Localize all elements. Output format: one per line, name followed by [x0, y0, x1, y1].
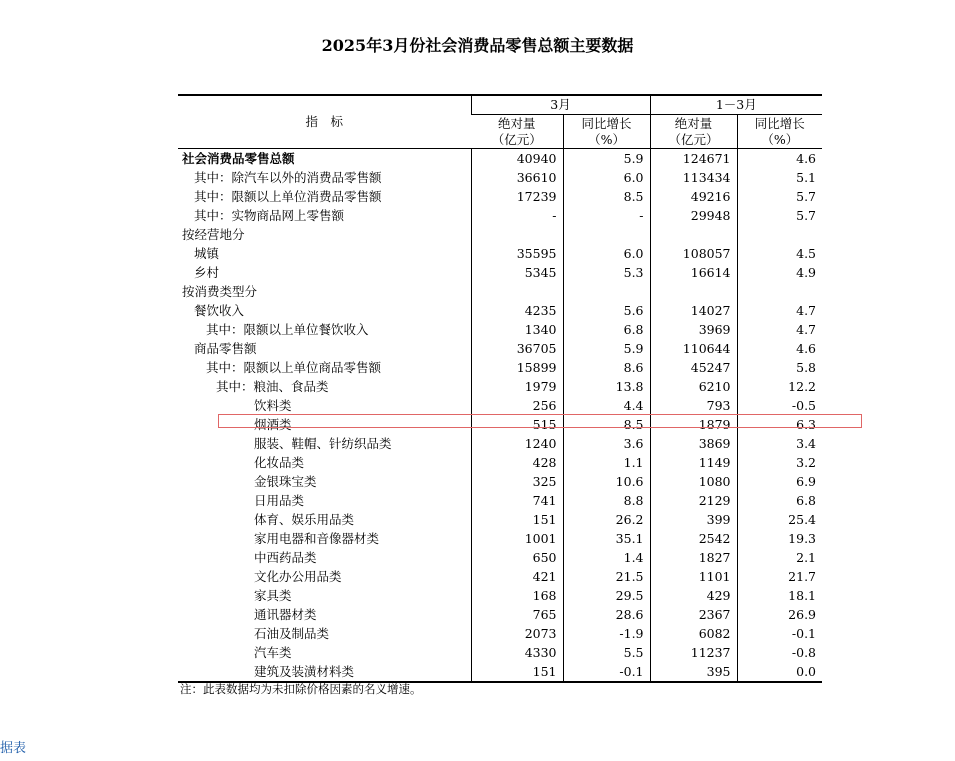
row-name: 中西药品类: [254, 550, 317, 565]
cell-q1-absolute: 14027: [650, 301, 737, 320]
cell-march-yoy: 4.4: [563, 396, 650, 415]
cell-march-absolute: 428: [471, 453, 563, 472]
cell-q1-yoy: 5.8: [737, 358, 822, 377]
cell-q1-yoy: 4.5: [737, 244, 822, 263]
cell-q1-yoy: 0.0: [737, 662, 822, 682]
header-q1-yoy: 同比增长 （%）: [737, 115, 822, 149]
cell-q1-absolute: 2542: [650, 529, 737, 548]
cell-march-absolute: [471, 225, 563, 244]
cell-q1-absolute: 1149: [650, 453, 737, 472]
cell-q1-yoy: 2.1: [737, 548, 822, 567]
table-row: [178, 187, 822, 206]
cell-march-yoy: 6.8: [563, 320, 650, 339]
cell-q1-yoy: 6.9: [737, 472, 822, 491]
table-row: [178, 320, 822, 339]
cell-q1-yoy: 4.7: [737, 320, 822, 339]
header-indicator: 指 标: [178, 95, 471, 149]
cell-q1-absolute: 1879: [650, 415, 737, 434]
cell-march-yoy: 10.6: [563, 472, 650, 491]
cell-q1-absolute: 2367: [650, 605, 737, 624]
cell-q1-yoy: 18.1: [737, 586, 822, 605]
cell-q1-yoy: 25.4: [737, 510, 822, 529]
cell-march-yoy: 5.9: [563, 149, 650, 169]
cell-march-yoy: 1.1: [563, 453, 650, 472]
cell-q1-absolute: 124671: [650, 149, 737, 169]
table-row: [178, 662, 822, 682]
table-row: [178, 624, 822, 643]
cell-march-yoy: 26.2: [563, 510, 650, 529]
table-row: [178, 586, 822, 605]
cell-q1-absolute: 6210: [650, 377, 737, 396]
cell-q1-yoy: 26.9: [737, 605, 822, 624]
cell-march-absolute: [471, 282, 563, 301]
table-row: [178, 263, 822, 282]
cell-march-absolute: 325: [471, 472, 563, 491]
cell-q1-absolute: 3969: [650, 320, 737, 339]
cell-q1-absolute: 2129: [650, 491, 737, 510]
row-name: 其中：粮油、食品类: [216, 379, 329, 394]
table-row: [178, 149, 822, 169]
page-title: 2025年3月份社会消费品零售总额主要数据: [321, 36, 634, 55]
cell-q1-absolute: 113434: [650, 168, 737, 187]
cell-march-yoy: [563, 225, 650, 244]
cell-march-absolute: 5345: [471, 263, 563, 282]
cell-march-absolute: 17239: [471, 187, 563, 206]
cell-march-absolute: 168: [471, 586, 563, 605]
cell-march-absolute: -: [471, 206, 563, 225]
cell-march-absolute: 1001: [471, 529, 563, 548]
cell-march-yoy: 8.6: [563, 358, 650, 377]
row-name: 按经营地分: [182, 227, 245, 242]
table-row: [178, 529, 822, 548]
cell-march-yoy: 5.3: [563, 263, 650, 282]
cell-march-yoy: 8.8: [563, 491, 650, 510]
table-note: 注：此表数据均为未扣除价格因素的名义增速。: [180, 682, 422, 696]
table-row: [178, 377, 822, 396]
row-name: 日用品类: [254, 493, 305, 508]
table-row: [178, 567, 822, 586]
cell-march-absolute: 151: [471, 662, 563, 682]
cell-march-absolute: 1240: [471, 434, 563, 453]
cell-march-absolute: 4235: [471, 301, 563, 320]
cell-march-yoy: 29.5: [563, 586, 650, 605]
row-name: 餐饮收入: [194, 303, 245, 318]
row-name: 烟酒类: [254, 417, 292, 432]
cell-march-absolute: 2073: [471, 624, 563, 643]
cell-march-absolute: 515: [471, 415, 563, 434]
table-row: [178, 339, 822, 358]
cell-march-yoy: 3.6: [563, 434, 650, 453]
row-name: 商品零售额: [194, 341, 257, 356]
row-name: 城镇: [194, 246, 220, 261]
cell-q1-absolute: 395: [650, 662, 737, 682]
cell-march-absolute: 741: [471, 491, 563, 510]
cell-q1-absolute: 108057: [650, 244, 737, 263]
table-row: [178, 510, 822, 529]
row-name: 其中：除汽车以外的消费品零售额: [194, 170, 382, 185]
cell-q1-yoy: 6.3: [737, 415, 822, 434]
cell-march-absolute: 15899: [471, 358, 563, 377]
cell-q1-absolute: 45247: [650, 358, 737, 377]
row-name: 社会消费品零售总额: [182, 151, 295, 166]
row-name: 建筑及装潢材料类: [178, 662, 471, 682]
cell-march-absolute: 36610: [471, 168, 563, 187]
row-name: 其中：限额以上单位消费品零售额: [194, 189, 382, 204]
table-row: [178, 358, 822, 377]
cell-q1-yoy: 19.3: [737, 529, 822, 548]
header-march-absolute: 绝对量 （亿元）: [471, 115, 563, 149]
cell-march-absolute: 36705: [471, 339, 563, 358]
cell-q1-yoy: -0.8: [737, 643, 822, 662]
cell-march-yoy: 8.5: [563, 415, 650, 434]
retail-sales-table: [178, 94, 822, 683]
row-name: 化妆品类: [254, 455, 305, 470]
cell-q1-absolute: 3869: [650, 434, 737, 453]
header-group-march: 3月: [471, 95, 650, 115]
cell-march-yoy: -: [563, 206, 650, 225]
table-row: [178, 168, 822, 187]
cell-march-yoy: 6.0: [563, 168, 650, 187]
cell-march-yoy: 28.6: [563, 605, 650, 624]
row-name: 其中：实物商品网上零售额: [194, 208, 345, 223]
cell-march-absolute: 650: [471, 548, 563, 567]
cell-march-absolute: 1340: [471, 320, 563, 339]
cell-march-yoy: 5.6: [563, 301, 650, 320]
row-name: 文化办公用品类: [254, 569, 342, 584]
cell-march-absolute: 1979: [471, 377, 563, 396]
cell-march-absolute: 765: [471, 605, 563, 624]
cell-march-yoy: 35.1: [563, 529, 650, 548]
cell-q1-yoy: 5.7: [737, 187, 822, 206]
cell-q1-yoy: 6.8: [737, 491, 822, 510]
row-name: 按消费类型分: [182, 284, 258, 299]
cell-q1-absolute: 29948: [650, 206, 737, 225]
cell-q1-absolute: 49216: [650, 187, 737, 206]
cell-q1-yoy: 3.2: [737, 453, 822, 472]
cell-march-absolute: 35595: [471, 244, 563, 263]
cell-march-absolute: 40940: [471, 149, 563, 169]
cell-march-absolute: 151: [471, 510, 563, 529]
cell-q1-yoy: 4.6: [737, 149, 822, 169]
cell-q1-yoy: 4.9: [737, 263, 822, 282]
cell-q1-yoy: -0.1: [737, 624, 822, 643]
cell-march-yoy: 21.5: [563, 567, 650, 586]
cell-march-absolute: 256: [471, 396, 563, 415]
cell-march-yoy: 8.5: [563, 187, 650, 206]
row-name: 体育、娱乐用品类: [254, 512, 355, 527]
cell-q1-absolute: 1101: [650, 567, 737, 586]
cell-q1-yoy: [737, 225, 822, 244]
cell-march-absolute: 421: [471, 567, 563, 586]
row-name: 其中：限额以上单位餐饮收入: [206, 322, 369, 337]
cell-q1-yoy: 5.7: [737, 206, 822, 225]
row-name: 家用电器和音像器材类: [254, 531, 380, 546]
row-name: 乡村: [194, 265, 220, 280]
cell-q1-yoy: 4.7: [737, 301, 822, 320]
cell-march-absolute: 4330: [471, 643, 563, 662]
cell-q1-yoy: 4.6: [737, 339, 822, 358]
cell-march-yoy: 13.8: [563, 377, 650, 396]
cell-q1-yoy: 3.4: [737, 434, 822, 453]
cell-march-yoy: [563, 282, 650, 301]
cell-q1-absolute: 6082: [650, 624, 737, 643]
header-march-yoy: 同比增长 （%）: [563, 115, 650, 149]
cell-march-yoy: 6.0: [563, 244, 650, 263]
table-row: [178, 396, 822, 415]
table-row: [178, 472, 822, 491]
table-row: [178, 225, 822, 244]
cell-q1-absolute: [650, 282, 737, 301]
cell-q1-absolute: 399: [650, 510, 737, 529]
row-name: 饮料类: [254, 398, 292, 413]
cell-march-yoy: 5.9: [563, 339, 650, 358]
cell-q1-absolute: 110644: [650, 339, 737, 358]
row-name: 通讯器材类: [254, 607, 317, 622]
cell-march-yoy: 5.5: [563, 643, 650, 662]
cell-q1-yoy: [737, 282, 822, 301]
row-name: 其中：限额以上单位商品零售额: [206, 360, 382, 375]
cell-q1-absolute: 793: [650, 396, 737, 415]
header-q1-absolute: 绝对量 （亿元）: [650, 115, 737, 149]
table-row: [178, 548, 822, 567]
table-row: [178, 244, 822, 263]
table-row: [178, 605, 822, 624]
cell-march-yoy: -0.1: [563, 662, 650, 682]
table-row: [178, 206, 822, 225]
header-group-jan-mar: 1－3月: [650, 95, 822, 115]
table-row: [178, 453, 822, 472]
table-row: [178, 643, 822, 662]
cell-march-yoy: 1.4: [563, 548, 650, 567]
cell-q1-absolute: 1827: [650, 548, 737, 567]
row-name: 石油及制品类: [254, 626, 330, 641]
cell-q1-yoy: 12.2: [737, 377, 822, 396]
table-row: [178, 491, 822, 510]
row-name: 金银珠宝类: [254, 474, 317, 489]
cell-q1-yoy: -0.5: [737, 396, 822, 415]
row-name: 汽车类: [254, 645, 292, 660]
cell-q1-absolute: 429: [650, 586, 737, 605]
table-row: [178, 282, 822, 301]
cell-q1-absolute: 11237: [650, 643, 737, 662]
row-name: 服装、鞋帽、针纺织品类: [254, 436, 392, 451]
cell-q1-yoy: 21.7: [737, 567, 822, 586]
table-row: [178, 434, 822, 453]
cell-q1-absolute: 16614: [650, 263, 737, 282]
cell-march-yoy: -1.9: [563, 624, 650, 643]
highlight-box: [218, 414, 862, 428]
corner-link[interactable]: 据表: [0, 741, 27, 756]
cell-q1-yoy: 5.1: [737, 168, 822, 187]
cell-q1-absolute: 1080: [650, 472, 737, 491]
row-name: 家具类: [254, 588, 292, 603]
table-row: [178, 301, 822, 320]
cell-q1-absolute: [650, 225, 737, 244]
